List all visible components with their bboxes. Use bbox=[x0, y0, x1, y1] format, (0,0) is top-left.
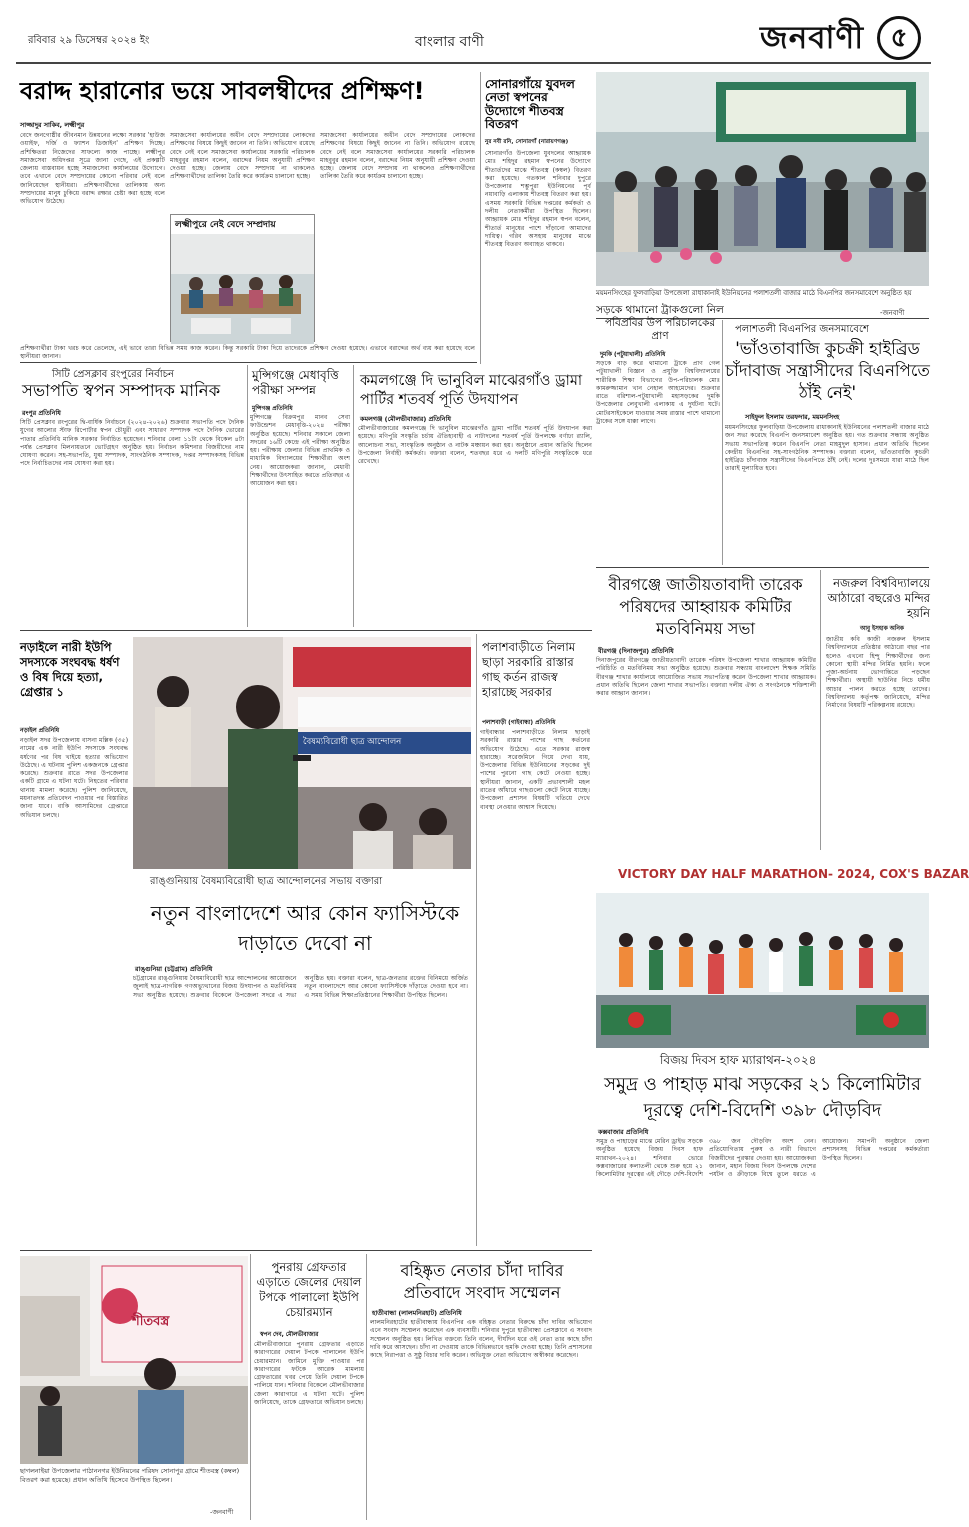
header-rule bbox=[16, 62, 931, 64]
munshiganj-byline: মুন্সিগঞ্জ প্রতিনিধি bbox=[252, 406, 293, 412]
bnp-body: ময়মনসিংহের ফুলবাড়িয়া উপজেলায় রাধাকানাই ইউনিয়নের পলাশতলী বাজার মাঠে জন সভা করেছে বিএনপি জনসমাবেশ অনুষ্ঠিত হয়। গত শুক্রবার সন্ধ্যায় অনুষ্ঠিত সভায় সভাপতিত্ব করেন বিএনপি নেতা মাহমুদুল হাসান। প্রধান অতিথি ছিলেন কেন্দ্রীয় বিএনপির সহ-সাংগঠনিক সম্পাদক। বক্তারা বলেন, ভাঁওতাবাজি কুচক্রী হাইব্রিড চাঁদাবাজ সন্ত্রাসীদের বিএনপিতে ঠাঁই নেই। দলের দুঃসময়ে যারা মাঠে ছিল তারাই মূল্যায়িত হবে। bbox=[725, 424, 929, 473]
banner-text: বৈষম্যবিরোধী ছাত্র আন্দোলন bbox=[303, 737, 402, 747]
column-divider bbox=[480, 72, 481, 364]
noail-headline: নড়াইলে নারী ইউপি সদস্যকে সংঘবদ্ধ ধর্ষণ ও বিষ দিয়ে হত্যা, গ্রেপ্তার ১ bbox=[20, 640, 120, 699]
marathon-headline: সমুদ্র ও পাহাড় মাঝ সড়কের ২১ কিলোমিটার দূরত্বে দেশি-বিদেশি ৩৯৮ দৌড়বিদ bbox=[604, 1074, 921, 1121]
birganj-byline: বীরগঞ্জ (দিনাজপুর) প্রতিনিধি bbox=[598, 647, 674, 655]
marathon-byline: কক্সবাজার প্রতিনিধি bbox=[598, 1128, 649, 1136]
distribution-credit: -জনবাণী bbox=[210, 1508, 234, 1516]
kamalganj-byline: কমলগঞ্জ (মৌলভীবাজার) প্রতিনিধি bbox=[360, 415, 451, 423]
rally-photo-caption: ময়মনসিংহের ফুলবাড়িয়া উপজেলা রাধাকানাই ইউনিয়নের পলাশতলী বাজার মাঠে বিএনপির জনসমাবেশে অনুষ্ঠিত হয় bbox=[596, 289, 912, 297]
truck-byline: দুমকি (পটুয়াখালী) প্রতিনিধি bbox=[600, 352, 666, 358]
nazrul-headline: নজরুল বিশ্ববিদ্যালয়ে আঠারো বছরেও মন্দির হয়নি bbox=[827, 576, 930, 620]
birganj-body: দিনাজপুরের বীরগঞ্জে জাতীয়তাবাদী তারেক পরিষদ উপজেলা শাখার আহ্বায়ক কমিটির পরিচিতি ও মতবিনিময় সভা অনুষ্ঠিত হয়েছে। শুক্রবার সন্ধ্যায় বাংলাদেশ শিক্ষক সমিতি বীরগঞ্জ শাখার কার্যালয়ে আয়োজিত সভায় সভাপতিত্ব করেন উপজেলা শাখার আহ্বায়ক। প্রধান অতিথি ছিলেন জেলা শাখার সভাপতি। বক্তারা দলীয় ঐক্য ও সংগঠনকে শক্তিশালী করার আহ্বান জানান। bbox=[596, 657, 816, 698]
marathon-kicker: বিজয় দিবস হাফ ম্যারাথন-২০২৪ bbox=[660, 1053, 817, 1067]
page-number: ৫ bbox=[877, 16, 921, 60]
top-story-body-col3: সমাজসেবা কার্যালয়ের অধীন বেদে সম্প্রদায়ের লোকদের প্রশিক্ষণের বিষয়ে কিছুই জানেন না তিনি। অভিযোগ রয়েছে বেদে নেই বলে সমাজসেবা কার্যালয়ের সরকারি পরিচালক মাহবুবুর রহমান বলেন, বরাদ্দের নিয়ম অনুযায়ী প্রশিক্ষণ দেওয়া হচ্ছে। জেলায় বেদে সম্প্রদায় না থাকলেও প্রশিক্ষণার্থীদের তালিকা তৈরি করে কার্যক্রম চালানো হচ্ছে। bbox=[320, 132, 475, 181]
distribution-caption: ছাগলনাইয়া উপজেলার পাঠাননগর ইউনিয়নের পরিষদ সোনাপুর গ্রামে শীতবস্ত্র (কম্বল) বিতরণ করা হয়েছে। প্রধান অতিথি হিসেবে উপস্থিত ছিলেন। bbox=[20, 1467, 240, 1484]
bnp-kicker: পলাশতলী বিএনপির জনসমাবেশে bbox=[735, 324, 869, 335]
rally-photo bbox=[596, 72, 929, 286]
palashbari-byline: পলাশবাড়ী (গাইবান্ধা) প্রতিনিধি bbox=[482, 720, 556, 726]
rangpur-headline: সভাপতি স্বপন সম্পাদক মানিক bbox=[22, 381, 221, 400]
bnp-byline: সাইফুল ইসলাম তরফদার, ময়মনসিংহ bbox=[745, 413, 840, 421]
top-story-body-bottom: প্রশিক্ষণার্থীরা টাকা খরচ করে তেলেছে, এই ভাবে তারা বিভিন্ন সময় কাজ করেন। কিন্তু সরকারি টাকা দিয়ে তাদেরকে প্রশিক্ষণ দেওয়া হয়েছে। এভাবে বরাদ্দের অর্থ ব্যয় করা হয়েছে বলে স্থানীয়রা জানান। bbox=[20, 345, 475, 361]
top-story-inset bbox=[170, 214, 315, 342]
marathon-body: সমুদ্র ও পাহাড়ের মাঝে মেরিন ড্রাইভ সড়কে অনুষ্ঠিত হয়েছে বিজয় দিবস হাফ ম্যারাথন-২০২৪। শনিবার ভোরে কক্সবাজারের কলাতলী থেকে শুরু হয়ে ২১ কিলোমিটার দূরত্বের এই দৌড়ে দেশি-বিদেশি ৩৯৮ জন দৌড়বিদ অংশ নেন। প্রতিযোগিতায় পুরুষ ও নারী বিভাগে বিজয়ীদের পুরস্কার দেওয়া হয়। আয়োজকরা জানান, মহান বিজয় দিবস উপলক্ষে দেশের পর্যটন ও ক্রীড়াকে বিশ্বে তুলে ধরতে এ আয়োজন। সমাপনী অনুষ্ঠানে জেলা প্রশাসনসহ বিভিন্ন দপ্তরের কর্মকর্তারা উপস্থিত ছিলেন। bbox=[596, 1138, 929, 1179]
moulvibazar-body: মৌলভীবাজারে পুনরায় গ্রেফতার এড়াতে কারাগারের দেয়াল টপকে পালালেন ইউপি চেয়ারম্যান। জামিনে মুক্তি পাওয়ার পর কারাগারের ফটকে আরেক মামলায় গ্রেফতারের খবর পেয়ে তিনি দেয়াল টপকে পালিয়ে যান। শনিবার বিকেলে মৌলভীবাজার জেলা কারাগারে এ ঘটনা ঘটে। পুলিশ জানিয়েছে, তাকে গ্রেফতারে অভিযান চলছে। bbox=[254, 1341, 364, 1407]
rangunia-photo bbox=[133, 637, 471, 869]
column-divider bbox=[250, 1254, 251, 1520]
rule bbox=[20, 1250, 592, 1251]
nazrul-byline: আবু ইসহাক অনিক bbox=[860, 626, 904, 632]
sonargaon-headline: সোনারগাঁয়ে যুবদল নেতা স্বপনের উদ্যোগে শীতবস্ত্র বিতরণ bbox=[485, 77, 575, 132]
marathon-banner: VICTORY DAY HALF MARATHON- 2024, COX'S BAZAR bbox=[618, 867, 969, 881]
top-story-headline: বরাদ্দ হারানোর ভয়ে সাবলম্বীদের প্রশিক্ষণ! bbox=[20, 77, 425, 105]
rule bbox=[20, 630, 592, 631]
classroom-photo bbox=[171, 234, 314, 344]
moulvibazar-headline: পুনরায় গ্রেফতার এড়াতে জেলের দেয়াল টপকে পালালো ইউপি চেয়ারম্যান bbox=[256, 1260, 362, 1319]
column-divider bbox=[476, 634, 477, 1246]
rule bbox=[596, 567, 929, 568]
truck-body: সড়কে বাড় করে থামানো ট্রাকে প্রাণ গেল পটুয়াখালী বিজ্ঞান ও প্রযুক্তি বিশ্ববিদ্যালয়ের শারীরিক শিক্ষা বিভাগের উপ-পরিচালক মোঃ কামরুজ্জামান খান নেহাল আহমেদের। শুক্রবার রাতে বরিশাল-পটুয়াখালী মহাসড়কের দুমকি উপজেলার লেবুখালী এলাকায় এ দুর্ঘটনা ঘটে। মোটরসাইকেলে যাওয়ার সময় রাস্তার পাশে থামানো ট্রাকের সঙ্গে ধাক্কা লাগে। bbox=[596, 360, 720, 426]
column-divider bbox=[353, 365, 354, 627]
nazrul-body: জাতীয় কবি কাজী নজরুল ইসলাম বিশ্ববিদ্যালয়ে প্রতিষ্ঠার আঠারো বছর পার হলেও এখনো হিন্দু শিক্ষার্থীদের জন্য কোনো স্থায়ী মন্দির নির্মিত হয়নি। ফলে পূজা-অর্চনায় ভোগান্তিতে পড়ছেন শিক্ষার্থীরা। অস্থায়ী ছাউনির নিচে ধর্মীয় আচার পালন করতে হচ্ছে তাদের। বিশ্ববিদ্যালয় কর্তৃপক্ষ জানিয়েছে, মন্দির নির্মাণের বিষয়টি পরিকল্পনায় রয়েছে। bbox=[826, 636, 930, 710]
truck-headline: সড়কে থামানো ট্রাকগুলো নিল পবিপ্রবির উপ পরিচালকের প্রাণ bbox=[596, 304, 724, 342]
rangpur-kicker: সিটি প্রেসক্লাব রংপুরের নির্বাচন bbox=[52, 369, 175, 380]
rangunia-body: চট্টগ্রামের রাঙ্গুনিয়ায় বৈষম্যবিরোধী ছাত্র আন্দোলনের আয়োজনে জুলাই ছাত্র-নাগরিক গণঅভ্যুত্থানের বিজয় উদযাপন ও মতবিনিময় সভা অনুষ্ঠিত হয়েছে। শুক্রবার বিকেলে উপজেলা সদরে এ সভা অনুষ্ঠিত হয়। বক্তারা বলেন, ছাত্র-জনতার রক্তের বিনিময়ে অর্জিত নতুন বাংলাদেশে আর কোনো ফ্যাসিস্টকে দাঁড়াতে দেওয়া হবে না। এ সময় বিভিন্ন শিক্ষাপ্রতিষ্ঠানের শিক্ষার্থীরা উপস্থিত ছিলেন। bbox=[133, 975, 468, 999]
moulvibazar-byline: স্বপন দেব, মৌলভীবাজার bbox=[260, 1332, 319, 1338]
palashbari-body: গাইবান্ধার পলাশবাড়ীতে নিলাম ছাড়াই সরকারি রাস্তার পাশের গাছ কর্তনের অভিযোগ উঠেছে। এতে সরকার রাজস্ব হারাচ্ছে। সরেজমিনে গিয়ে দেখা যায়, উপজেলার বিভিন্ন ইউনিয়নের সড়কের দুই পাশের পুরনো গাছ কেটে নেওয়া হচ্ছে। স্থানীয়রা জানান, একটি প্রভাবশালী মহল রাতের আঁধারে গাছগুলো কেটে নিয়ে যাচ্ছে। উপজেলা প্রশাসন বিষয়টি খতিয়ে দেখে ব্যবস্থা নেওয়ার আশ্বাস দিয়েছে। bbox=[480, 729, 590, 811]
top-story-body-col1: বেদে জনগোষ্ঠীর জীবনমান উন্নয়নের লক্ষ্যে সরকার 'হাউজ ওয়াইফ, দর্জি ও ফ্যাশন ডিজাইন' প্রশিক্ষণ দিচ্ছে। প্রশিক্ষিতরা নিজেদের সাফল্যে কাজ পাচ্ছে। লক্ষ্মীপুর সমাজসেবা অধিদপ্তর সূত্রে জানা গেছে, এই প্রকল্পটি জেলায় বাস্তবায়ন হচ্ছে সমাজসেবা কার্যালয়ের উদ্যোগে। তবে এখানে বেদে সম্প্রদায়ের কোনো পরিবার নেই বলে জানিয়েছেন স্থানীয়রা। প্রশিক্ষণার্থীদের তালিকায় অন্য সম্প্রদায়ের মানুষ ঢুকিয়ে বরাদ্দ রক্ষার চেষ্টা করা হচ্ছে বলে অভিযোগ উঠেছে। bbox=[20, 132, 165, 206]
top-story-byline: সাজ্জাদুর সাকিব, লক্ষ্মীপুর bbox=[20, 121, 85, 129]
rangpur-body: সিটি প্রেসক্লাব রংপুরের দ্বি-বার্ষিক নির্বাচনে (২০২৪-২০২৬) শুক্রবার সভাপতি পদে দৈনিক যুগের আলোর স্টাফ রিপোর্টার স্বপন চৌধুরী এবং সাধারণ সম্পাদক পদে দৈনিক ভোরের পাতার প্রতিনিধি মানিক সরকার নির্বাচিত হয়েছেন। শনিবার বেলা ১১টা থেকে বিকেল ৪টা পর্যন্ত প্রেসক্লাব মিলনায়তনে ভোটগ্রহণ অনুষ্ঠিত হয়। নির্বাচন কমিশনার বিজয়ীদের নাম ঘোষণা করেন। সহ-সভাপতি, যুগ্ম সম্পাদক, সাংগঠনিক সম্পাদক, দপ্তর সম্পাদকসহ বিভিন্ন পদে নির্বাচিতদের নাম ঘোষণা করা হয়। bbox=[20, 419, 244, 468]
bnp-headline: 'ভাঁওতাবাজি কুচক্রী হাইব্রিড চাঁদাবাজ সন্ত্রাসীদের বিএনপিতে ঠাঁই নেই' bbox=[725, 339, 930, 402]
banner-text: শীতবস্ত্র bbox=[132, 1314, 170, 1329]
birganj-headline: বীরগঞ্জে জাতীয়তাবাদী তারেক পরিষদের আহ্বায়ক কমিটির মতবিনিময় সভা bbox=[608, 575, 803, 638]
munshiganj-headline: মুন্সিগঞ্জে মেধাবৃত্তি পরীক্ষা সম্পন্ন bbox=[252, 368, 339, 397]
column-divider bbox=[366, 1254, 367, 1520]
bahiskrito-byline: হাতীবান্ধা (লালমনিরহাট) প্রতিনিধি bbox=[372, 1309, 462, 1317]
noail-body: নড়াইল সদর উপজেলায় বাসনা মল্লিক (৩৫) নামের এক নারী ইউপি সদস্যকে সংঘবদ্ধ ধর্ষণের পর বিষ খাইয়ে হত্যার অভিযোগ উঠেছে। এ ঘটনায় পুলিশ একজনকে গ্রেপ্তার করেছে। শুক্রবার রাতে সদর উপজেলার একটি গ্রামে এ ঘটনা ঘটে। নিহতের পরিবার থানায় মামলা করেছে। পুলিশ জানিয়েছে, ময়নাতদন্ত প্রতিবেদন পাওয়ার পর বিস্তারিত জানা যাবে। বাকি আসামিদের গ্রেপ্তারে অভিযান চলছে। bbox=[20, 737, 128, 819]
rangunia-byline: রাঙ্গুনিয়া (চট্টগ্রাম) প্রতিনিধি bbox=[135, 965, 213, 973]
palashbari-headline: পলাশবাড়ীতে নিলাম ছাড়া সরকারি রাস্তার গাছ কর্তন রাজস্ব হারাচ্ছে সরকার bbox=[482, 640, 576, 699]
noail-byline: নড়াইল প্রতিনিধি bbox=[20, 728, 59, 734]
bahiskrito-headline: বহিষ্কৃত নেতার চাঁদা দাবির প্রতিবাদে সংবাদ সম্মেলন bbox=[400, 1261, 564, 1302]
bahiskrito-body: লালমনিরহাটের হাতীবান্ধায় বিএনপির এক বহিষ্কৃত নেতার বিরুদ্ধে চাঁদা দাবির অভিযোগ এনে সংবাদ সম্মেলন করেছেন এক ব্যবসায়ী। শনিবার দুপুরে হাতীবান্ধা প্রেসক্লাবে এ সংবাদ সম্মেলন অনুষ্ঠিত হয়। লিখিত বক্তব্যে তিনি বলেন, দীর্ঘদিন ধরে ওই নেতা তার কাছে চাঁদা দাবি করে আসছেন। চাঁদা না দেওয়ায় তাকে বিভিন্নভাবে হুমকি দেওয়া হচ্ছে। তিনি প্রশাসনের কাছে নিরাপত্তা ও সুষ্ঠু বিচার দাবি করেন। অভিযুক্ত নেতা অভিযোগ অস্বীকার করেছেন। bbox=[370, 1319, 592, 1360]
rangpur-byline: রংপুর প্রতিনিধি bbox=[22, 409, 61, 417]
rangunia-headline: নতুন বাংলাদেশে আর কোন ফ্যাসিস্টকে দাড়াতে দেবো না bbox=[150, 901, 460, 955]
rangunia-photo-caption: রাঙ্গুনিয়ায় বৈষম্যবিরোধী ছাত্র আন্দোলনের সভায় বক্তারা bbox=[150, 876, 383, 887]
column-divider bbox=[820, 570, 821, 850]
distribution-photo bbox=[20, 1256, 248, 1464]
issue-date: রবিবার ২৯ ডিসেম্বর ২০২৪ ইং bbox=[28, 35, 150, 46]
kamalganj-body: মৌলভীবাজারের কমলগঞ্জে দি ভানুবিল মাঝেরগাঁও ড্রামা পার্টির শতবর্ষ পূর্তি উদযাপন করা হয়েছে। মণিপুরি সংস্কৃতি চর্চায় ঐতিহ্যবাহী এ নাট্যদলের শতবর্ষ পূর্তি উপলক্ষে বর্ণাঢ্য র‍্যালি, আলোচনা সভা, সাংস্কৃতিক অনুষ্ঠান ও নাটক মঞ্চায়ন করা হয়। অনুষ্ঠানে প্রধান অতিথি ছিলেন উপজেলা নির্বাহী কর্মকর্তা। বক্তারা বলেন, শতবছর ধরে এ দলটি মণিপুরি সংস্কৃতিকে ধরে রেখেছে। bbox=[358, 425, 592, 466]
kamalganj-headline: কমলগঞ্জে দি ভানুবিল মাঝেরগাঁও ড্রামা পার্টির শতবর্ষ পূর্তি উদযাপন bbox=[360, 373, 583, 408]
column-divider bbox=[722, 320, 723, 565]
rule bbox=[20, 362, 477, 363]
inset-title: লক্ষ্মীপুরে নেই বেদে সম্প্রদায় bbox=[175, 220, 276, 230]
section-title: বাংলার বাণী bbox=[415, 34, 484, 50]
masthead-logo: জনবাণী bbox=[760, 20, 865, 56]
munshiganj-body: মুন্সিগঞ্জে বিক্রমপুর মানব সেবা ফাউন্ডেশন মেধাবৃত্তি-২০২৪ পরীক্ষা অনুষ্ঠিত হয়েছে। শনিবার সকালে জেলা সদরের ১৬টি কেন্দ্রে এই পরীক্ষা অনুষ্ঠিত হয়। পরীক্ষায় জেলার বিভিন্ন প্রাথমিক ও মাধ্যমিক বিদ্যালয়ের শিক্ষার্থীরা অংশ নেয়। আয়োজকরা জানান, মেধাবী শিক্ষার্থীদের উৎসাহিত করতে প্রতিবছর এ আয়োজন করা হয়। bbox=[250, 414, 350, 488]
rally-photo-credit: -জনবাণী bbox=[880, 309, 905, 317]
marathon-photo bbox=[596, 855, 969, 1048]
column-divider bbox=[247, 365, 248, 627]
sonargaon-byline: নুর নবী রনি, সোনারগাঁ (নারায়ণগঞ্জ) bbox=[485, 139, 569, 145]
sonargaon-body: সোনারগাঁও উপজেলা যুবদলের আহ্বায়ক মোঃ শহিদুর রহমান স্বপনের উদ্যোগে শীতার্তদের মাঝে শীতবস্ত্র (কম্বল) বিতরণ করা হয়েছে। গতকাল শনিবার দুপুরে উপজেলার শম্ভুপুরা ইউনিয়নের পূর্ব নয়াবাড়ি এলাকায় শীতবস্ত্র বিতরণ করা হয়। এসময় সরকারি বিভিন্ন দপ্তরের কর্মকর্তা ও দলীয় নেতাকর্মীরা উপস্থিত ছিলেন। আহ্বায়ক মোঃ শহিদুর রহমান স্বপন বলেন, শীতার্ত মানুষের পাশে দাঁড়ানো আমাদের দায়িত্ব। গরিব অসহায় মানুষের মাঝে শীতবস্ত্র বিতরণ অব্যাহত থাকবে। bbox=[485, 150, 591, 249]
top-story-body-col2: সমাজসেবা কার্যালয়ের অধীন বেদে সম্প্রদায়ের লোকদের প্রশিক্ষণের বিষয়ে কিছুই জানেন না তিনি। অভিযোগ রয়েছে বেদে নেই বলে সমাজসেবা কার্যালয়ের সরকারি পরিচালক মাহবুবুর রহমান বলেন, বরাদ্দের নিয়ম অনুযায়ী প্রশিক্ষণ দেওয়া হচ্ছে। জেলায় বেদে সম্প্রদায় না থাকলেও প্রশিক্ষণার্থীদের তালিকা তৈরি করে কার্যক্রম চালানো হচ্ছে। bbox=[170, 132, 315, 181]
